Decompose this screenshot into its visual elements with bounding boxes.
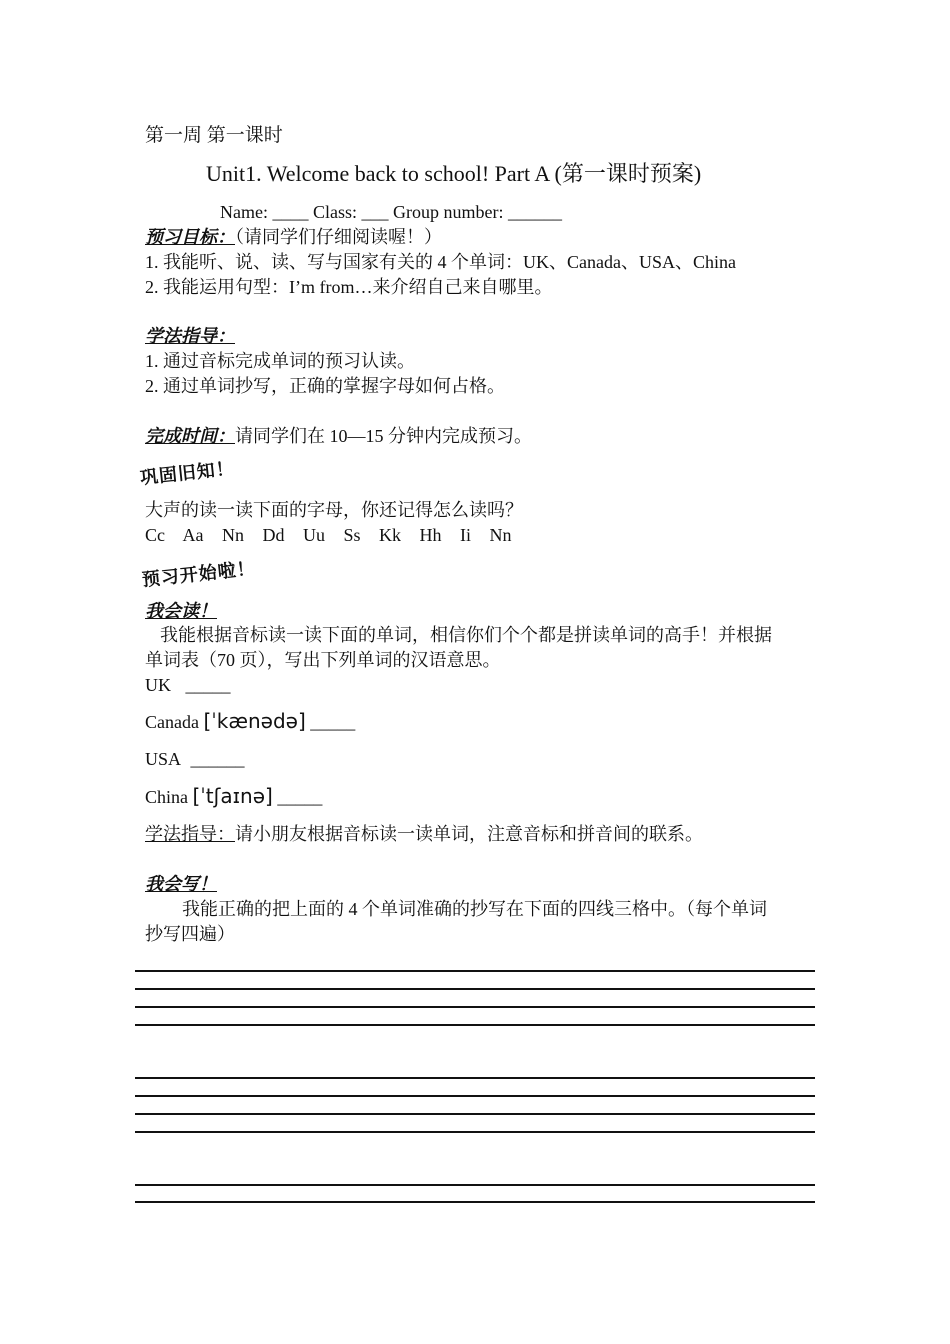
- time-text: 请同学们在 10—15 分钟内完成预习。: [235, 426, 532, 446]
- goal-item: 2. 我能运用句型：I’m from…来介绍自己来自哪里。: [145, 277, 553, 297]
- time-label: 完成时间：: [145, 426, 235, 446]
- method-label: 学法指导：: [145, 326, 235, 346]
- method-item: 1. 通过音标完成单词的预习认读。: [145, 351, 415, 371]
- read-label: 我会读！: [145, 601, 217, 621]
- letter-pair: Ss: [343, 525, 361, 545]
- word: China: [145, 787, 188, 807]
- grid-line: [135, 988, 815, 990]
- word-row-usa: [145, 747, 245, 771]
- write-instruction-line1: 我能正确的把上面的 4 个单词准确的抄写在下面的四线三格中。（每个单词: [182, 899, 767, 919]
- start-art-title: 预习开始啦！: [141, 558, 257, 591]
- write-instruction-line2: 抄写四遍）: [145, 924, 235, 944]
- grid-line: [135, 1095, 815, 1097]
- reading-tip: [145, 822, 703, 846]
- letter-pair: Cc: [145, 525, 165, 545]
- letters-row: [145, 523, 526, 547]
- grid-line: [135, 1113, 815, 1115]
- grid-line: [135, 1024, 815, 1026]
- answer-blank[interactable]: _____: [277, 787, 323, 807]
- goals-note: （请同学们仔细阅读喔！）: [235, 227, 442, 247]
- review-prompt: 大声的读一读下面的字母，你还记得怎么读吗？: [145, 500, 523, 520]
- word: Canada: [145, 712, 199, 732]
- student-info-line: Name: ____ Class: ___ Group number: ______: [220, 202, 562, 222]
- read-instruction-line1: 我能根据音标读一读下面的单词，相信你们个个都是拼读单词的高手！并根据: [160, 625, 772, 645]
- letter-pair: Kk: [379, 525, 402, 545]
- answer-blank[interactable]: ______: [190, 749, 245, 769]
- grid-line: [135, 1184, 815, 1186]
- grid-line: [135, 1077, 815, 1079]
- word-row-uk: [145, 673, 231, 697]
- letter-pair: Dd: [262, 525, 285, 545]
- letter-pair: Aa: [182, 525, 204, 545]
- answer-blank[interactable]: _____: [185, 675, 231, 695]
- method-item: 2. 通过单词抄写，正确的掌握字母如何占格。: [145, 376, 505, 396]
- letter-pair: Nn: [222, 525, 245, 545]
- word: UK: [145, 675, 171, 695]
- goals-label: 预习目标：: [145, 227, 235, 247]
- word: USA: [145, 749, 181, 769]
- time-line: [145, 424, 532, 448]
- week-lesson-label: 第一周 第一课时: [145, 125, 283, 146]
- grid-line: [135, 1131, 815, 1133]
- letter-pair: Uu: [303, 525, 326, 545]
- reading-tip-text: 请小朋友根据音标读一读单词，注意音标和拼音间的联系。: [235, 824, 703, 844]
- answer-blank[interactable]: _____: [310, 712, 356, 732]
- grid-line: [135, 1201, 815, 1203]
- goal-item: 1. 我能听、说、读、写与国家有关的 4 个单词：UK、Canada、USA、China: [145, 252, 736, 272]
- reading-tip-label: 学法指导：: [145, 824, 235, 844]
- read-instruction-line2: 单词表（70 页），写出下列单词的汉语意思。: [145, 650, 501, 670]
- page-title: Unit1. Welcome back to school! Part A (第一课时预案): [206, 161, 702, 186]
- write-label: 我会写！: [145, 874, 217, 894]
- review-art-title: 巩固旧知！: [139, 458, 236, 489]
- grid-line: [135, 1006, 815, 1008]
- grid-line: [135, 970, 815, 972]
- word-row-canada: [145, 709, 355, 734]
- letter-pair: Ii: [460, 525, 472, 545]
- goals-heading: [145, 225, 442, 249]
- letter-pair: Hh: [419, 525, 442, 545]
- word-row-china: [145, 784, 322, 809]
- phonetic: [ˈkænədə]: [203, 709, 306, 733]
- letter-pair: Nn: [489, 525, 512, 545]
- phonetic: [ˈtʃaɪnə]: [192, 784, 273, 808]
